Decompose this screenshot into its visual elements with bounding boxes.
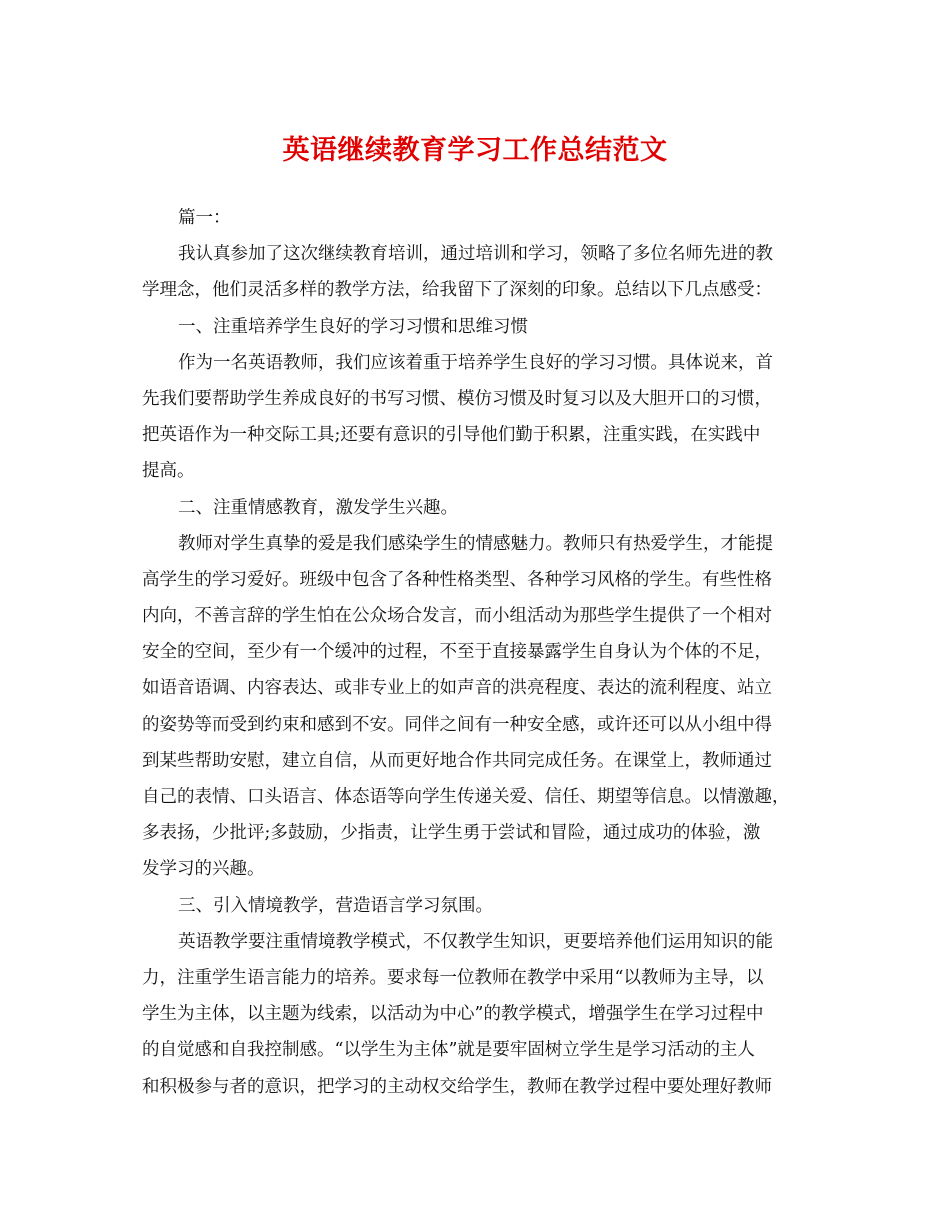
text-line: 三、引入情境教学，营造语言学习氛围。 [178, 895, 493, 916]
text-line: 学生为主体，以主题为线索，以活动为中心”的教学模式，增强学生在学习过程中 [142, 1004, 764, 1025]
text-line: 作为一名英语教师，我们应该着重于培养学生良好的学习习惯。具体说来，首 [178, 352, 773, 373]
text-line: 把英语作为一种交际工具;还要有意识的引导他们勤于积累，注重实践，在实践中 [142, 425, 761, 446]
text-line: 英语教学要注重情境教学模式，不仅教学生知识，更要培养他们运用知识的能 [178, 931, 773, 952]
text-line: 先我们要帮助学生养成良好的书写习惯、模仿习惯及时复习以及大胆开口的习惯， [142, 388, 772, 409]
text-line: 力，注重学生语言能力的培养。要求每一位教师在教学中采用“以教师为主导，以 [142, 967, 764, 988]
text-line: 一、注重培养学生良好的学习习惯和思维习惯 [178, 316, 528, 337]
text-line: 到某些帮助安慰，建立自信，从而更好地合作共同完成任务。在课堂上，教师通过 [142, 750, 772, 771]
text-line: 安全的空间，至少有一个缓冲的过程，不至于直接暴露学生自身认为个体的不足， [142, 642, 772, 663]
text-line: 内向，不善言辞的学生怕在公众场合发言，而小组活动为那些学生提供了一个相对 [142, 606, 772, 627]
text-line: 二、注重情感教育，激发学生兴趣。 [178, 497, 458, 518]
text-line: 发学习的兴趣。 [142, 859, 265, 880]
text-line: 高学生的学习爱好。班级中包含了各种性格类型、各种学习风格的学生。有些性格 [142, 569, 772, 590]
text-line: 自己的表情、口头语言、体态语等向学生传递关爱、信任、期望等信息。以情激趣， [142, 787, 790, 807]
text-line: 的姿势等而受到约束和感到不安。同伴之间有一种安全感，或许还可以从小组中得 [142, 714, 772, 735]
text-line: 学理念，他们灵活多样的教学方法，给我留下了深刻的印象。总结以下几点感受： [142, 280, 772, 301]
text-line: 篇一： [178, 208, 231, 228]
text-line: 和积极参与者的意识，把学习的主动权交给学生，教师在教学过程中要处理好教师 [142, 1076, 772, 1097]
document-body [142, 200, 814, 1105]
text-line: 如语音语调、内容表达、或非专业上的如声音的洪亮程度、表达的流利程度、站立 [142, 678, 772, 699]
text-line: 我认真参加了这次继续教育培训，通过培训和学习，领略了多位名师先进的教 [178, 244, 773, 265]
text-line: 提高。 [142, 461, 195, 482]
text-line: 多表扬，少批评;多鼓励，少指责，让学生勇于尝试和冒险，通过成功的体验，激 [142, 823, 761, 844]
text-line: 教师对学生真挚的爱是我们感染学生的情感魅力。教师只有热爱学生，才能提 [178, 533, 773, 554]
document-title: 英语继续教育学习工作总结范文 [282, 135, 668, 166]
text-line: 的自觉感和自我控制感。“以学生为主体”就是要牢固树立学生是学习活动的主人 [142, 1040, 755, 1061]
